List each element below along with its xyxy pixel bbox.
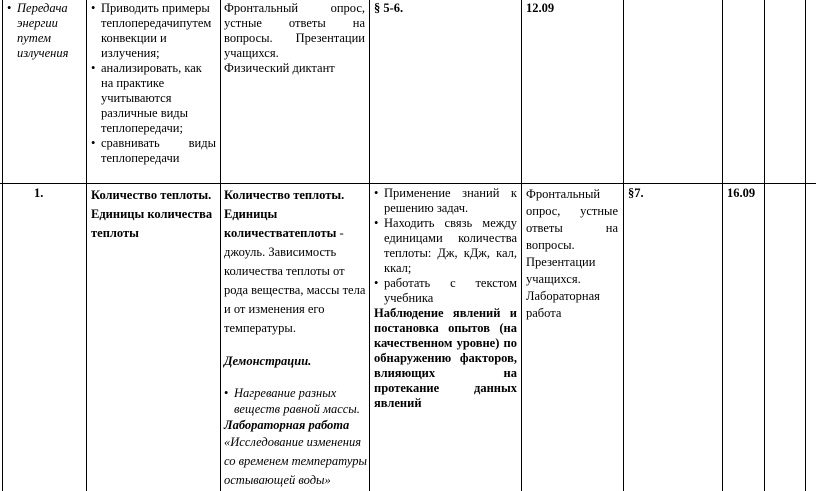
row2-skill-item: • работать с текстом учебника	[374, 276, 517, 306]
row-divider	[0, 183, 816, 184]
row1-topic: • Передача энергии путем излучения	[7, 1, 83, 61]
row2-content-title: Количество теплоты. Единицы количестватеплоты	[224, 188, 345, 240]
table-border	[2, 0, 3, 491]
row2-skill-item: • Применение знаний к решению задач.	[374, 186, 517, 216]
row2-control: Фронтальный опрос, устные ответы на вопросы. Презентации учащихся. Лабораторная работа	[526, 187, 618, 320]
row2-number: 1.	[34, 186, 44, 200]
row1-goals-cell	[91, 1, 216, 166]
row2-date: 16.09	[727, 186, 756, 200]
row2-demo-title: Демонстрации.	[224, 354, 312, 368]
row2-homework: §7.	[628, 186, 644, 200]
row1-date: 12.09	[526, 1, 555, 15]
row2-lab-title: Лабораторная работа	[224, 418, 350, 432]
row1-goal-item: • сравнивать виды теплопередачи	[91, 136, 216, 166]
table-border	[86, 0, 87, 491]
row1-goal-item: • Приводить примеры теплопередачипутем конвекции и излучения;	[91, 1, 216, 61]
row1-topic-cell	[7, 1, 83, 61]
row2-lab-text: «Исследование изменения со временем температуры остывающей воды»	[224, 435, 367, 487]
row2-topic: Количество теплоты. Единицы количества теплоты	[91, 188, 213, 240]
row1-homework: § 5-6.	[374, 1, 404, 15]
table-border	[369, 0, 370, 491]
table-border	[220, 0, 221, 491]
row1-control-text: Фронтальный опрос, устные ответы на вопросы. Презентации учащихся.	[224, 1, 365, 60]
row2-observation: Наблюдение явлений и постановка опытов (на качественном уровне) по обнаружению факторов, влияющих на протекание данных явлений	[374, 306, 517, 410]
table-border	[623, 0, 624, 491]
table-border	[764, 0, 765, 491]
table-border	[521, 0, 522, 491]
table-border	[805, 0, 806, 491]
row1-control-dictation: Физический диктант	[224, 61, 335, 75]
row2-content-text: - джоуль. Зависимость количества теплоты от рода вещества, массы тела и от изменения его температуры.	[224, 226, 366, 335]
row2-demo-item: • Нагревание разных веществ равной массы.	[224, 385, 367, 417]
table-border	[722, 0, 723, 491]
row2-skills-cell	[374, 186, 517, 411]
row2-skill-item: • Находить связь между единицами количества теплоты: Дж, кДж, кал, ккал;	[374, 216, 517, 276]
row2-content-cell	[224, 186, 367, 490]
row1-control-cell	[224, 1, 365, 76]
row1-goal-item: • анализировать, как на практике учитываются различные виды теплопередачи;	[91, 61, 216, 136]
